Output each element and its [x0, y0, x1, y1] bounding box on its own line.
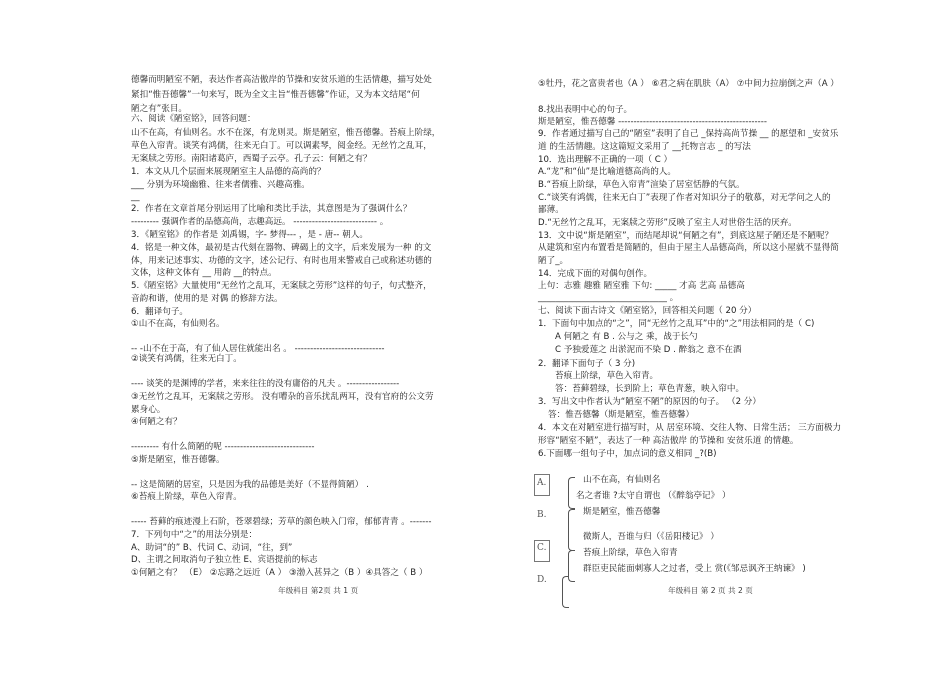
right-text-line: 鄙薄。 [538, 205, 564, 215]
left-text-line: 德馨而明陋室不陋，表达作者高洁傲岸的节操和安贫乐道的生活情趣，描写处处 [131, 75, 432, 85]
left-text-line: 草色入帘青。谈笑有鸿儒，往来无白丁。可以调素琴，阅金经。无丝竹之乱耳， [131, 141, 432, 151]
option-letter-d: D. [537, 575, 547, 585]
right-text-line: 14．完成下面的对偶句创作。 [538, 269, 653, 279]
left-text-line: --------- 强调作者的品德高尚，志趣高远。 --------------------------- 。 [131, 217, 389, 227]
right-text-line: 陋了_。 [538, 256, 569, 266]
left-text-line: 无案牍之劳形。南阳诸葛庐，西蜀子云亭。孔子云：何陋之有？ [131, 154, 372, 164]
left-text-line: 陋之有”张目。 [131, 104, 188, 114]
right-text-line: A.“龙”和“仙”是比喻道德高尚的人。 [538, 167, 676, 177]
left-text-line: 3．《陋室铭》的作者是 刘禹锡，字- 梦得--- ，是 - 唐-- 朝人。 [131, 230, 368, 240]
right-text-line: 2．翻译下面句子（ 3 分) [538, 359, 636, 369]
left-text-line: ----- 苔藓的痕迹漫上石阶，苍翠碧绿；芳草的颜色映入门帘，郁郁青青 。------- [131, 517, 432, 527]
option-box-c [534, 540, 550, 562]
right-text-line: 8.找出表明中心的句子。 [538, 105, 633, 115]
brace-a [568, 477, 575, 509]
left-text-line: -- 这是简陋的居室，只是因为我的品德是美好（不显得简陋） . [131, 480, 369, 490]
right-text-line: 从建筑和室内布置看是简陋的，但由于屋主人品德高尚，所以这小屋就不显得简 [538, 243, 839, 253]
left-footer: 年级科目 第2页 共 1 页 [278, 586, 359, 595]
right-text-line: 3．写出文中作者认为“陋室不陋”的原因的句子。 （2 分） [538, 397, 761, 407]
left-text-line: ⑥苔痕上阶绿，草色入帘青。 [131, 492, 242, 502]
option-letter-c: C. [537, 543, 547, 553]
right-text-line: 群臣吏民能面刺寡人之过者，受上 赏(《邹忌讽齐王纳谏》 ) [583, 564, 806, 574]
right-text-line: ⑤牡丹，花之富贵者也（A ） ⑥君之病在肌肤（A） ⑦中间力拉崩倒之声（A ） [538, 79, 839, 89]
left-text-line: __ [131, 192, 140, 202]
right-text-line: 1．下面句中加点的“之”，同“无丝竹之乱耳”中的“之”用法相同的是（ C) [538, 319, 815, 329]
left-text-line: ④何陋之有？ [131, 417, 182, 427]
right-text-line: 形容“陋室不陋”，表达了一种 高洁傲岸 的节操和 安贫乐道 的情趣。 [538, 436, 799, 446]
left-text-line: A、助词“的” B、代词 C、动词，“往，到” [131, 543, 293, 553]
option-letter-a: A. [537, 478, 547, 488]
right-text-line: 答：苔藓碧绿，长到阶上；草色青葱，映入帘中。 [555, 384, 745, 394]
right-text-line: C 予独爱莲之 出淤泥而不染 D . 醉翁之 意不在酒 [555, 345, 742, 355]
brace-d [562, 576, 569, 608]
left-text-line: 5.《陋室铭》大量使用“无丝竹之乱耳，无案牍之劳形”这样的句子，句式整齐， [131, 281, 432, 291]
right-text-line: 13．文中说“斯是陋室”，而结尾却说“何陋之有”，到底这屋子陋还是不陋呢？ [538, 231, 834, 241]
right-text-line: 山不在高，有仙则名 [583, 475, 661, 485]
right-text-line: 答：惟吾德馨（斯是陋室，惟吾德馨） [548, 410, 695, 420]
left-text-line: 紧扣“惟吾德馨”一句来写，既为全文主旨“惟吾德馨”作证，又为本文结尾“何 [131, 90, 420, 100]
option-letter-b: B. [537, 510, 547, 520]
left-text-line: 体，用来记述事实、功德的文字，述公记行、有时也用来警戒自己或称述功德的 [131, 256, 432, 266]
left-text-line: 2．作者在文章首尾分别运用了比喻和类比手法，其意图是为了强调什么？ [131, 204, 412, 214]
left-text-line: D、主谓之间取消句子独立性 E、宾语提前的标志 [131, 555, 318, 565]
right-text-line: 七、阅读下面古诗文《陋室铭》，回答相关问题（ 20 分） [538, 306, 757, 316]
right-text-line: 微斯人，吾谁与归（《岳阳楼记》 ） [583, 532, 719, 542]
right-text-line: D.“无丝竹之乱耳，无案牍之劳形”反映了室主人对世俗生活的厌弃。 [538, 218, 797, 228]
right-text-line: 苔痕上阶绿，草色入帘青。 [555, 371, 659, 381]
right-text-line: 9．作者通过描写自己的“陋室”表明了自己 _保持高尚节操 __ 的愿望和 _安贫乐 [538, 129, 839, 139]
right-text-line: 道 的生活情趣。这这篇短文采用了 __托物言志 _ 的写法 [538, 142, 751, 152]
left-text-line: 六、阅读《陋室铭》，回答问题： [131, 114, 256, 124]
left-text-line: ③无丝竹之乱耳，无案牍之劳形。 没有嘈杂的音乐扰乱两耳，没有官府的公文劳 [131, 392, 434, 402]
right-text-line: C.“谈笑有鸿儒，往来无白丁”表现了作者对知识分子的敬慕，对无学问之人的 [538, 193, 831, 203]
brace-c [568, 550, 575, 582]
left-text-line: 4．铭是一种文体，最初是古代刻在器物、碑碣上的文字，后来发展为一种 的文 [131, 243, 432, 253]
left-text-line: ①何陋之有？ （E） ②忘路之远近（A ） ③渤入甚异之（B ）④具答之（ B ） [131, 568, 428, 578]
left-text-line: ___ 分别为环境幽雅、往来者儒雅、兴趣高雅。 [131, 180, 310, 190]
right-text-line: 6.下面哪一组句子中，加点词的意义相同 _?(B) [538, 449, 717, 459]
right-text-line: 上句：志雅 趣雅 陋室雅 下句: _____ 才高 艺高 品德高 [538, 281, 745, 291]
left-text-line: 1．本文从几个层面来展现陋室主人品德的高尚的？ [131, 167, 326, 177]
left-text-line: --------- 有什么简陋的呢 ----------------------------- [131, 442, 315, 452]
right-text-line: 4．本文在对陋室进行描写时，从 居室环境、交往人物、日常生活； 三方面极力 [538, 423, 842, 433]
right-footer: 年级科目 第 2 页 共 2 页 [668, 586, 753, 595]
left-text-line: 音韵和谐，使用的是 对偶 的修辞方法。 [131, 294, 283, 304]
left-text-line: 7．下列句中“之”的用法分别是： [131, 530, 258, 540]
left-text-line: 文体，这种文体有 __ 用韵 __的特点。 [131, 268, 277, 278]
option-box-a [534, 474, 550, 496]
right-text-line: A 何陋之 有 B . 公与之 乘，战于长勺 [555, 332, 698, 342]
left-text-line: ①山不在高，有仙则名。 [131, 319, 225, 329]
left-text-line: ⑤斯是陋室，惟吾德馨。 [131, 455, 225, 465]
right-text-line: 名之者谁 ?太守自谓也 （《醉翁亭记》 ） [576, 491, 731, 501]
brace-b [568, 509, 575, 551]
right-text-line: ______________________________ 。 [538, 293, 679, 303]
left-text-line: 山不在高，有仙则名。水不在深，有龙则灵。斯是陋室，惟吾德馨。苔痕上阶绿， [131, 128, 441, 138]
right-text-line: B.“苔痕上阶绿，草色入帘青”渲染了居室恬静的气氛。 [538, 180, 745, 190]
right-text-line: 斯是陋室，惟吾德馨 [583, 507, 661, 517]
right-text-line: 苔痕上阶绿，草色入帘青 [583, 548, 678, 558]
left-text-line: 累身心。 [131, 405, 166, 415]
right-text-line: 斯是陋室，惟吾德馨 ------------------------------------------------ [538, 117, 767, 127]
left-text-line: -- -山不在于高，有了仙人居住就能出名 。 ----------------------------- [131, 344, 385, 354]
left-text-line: ②谈笑有鸿儒，往来无白丁。 [131, 354, 242, 364]
left-text-line: 6．翻译句子。 [131, 307, 189, 317]
right-text-line: 10．选出理解不正确的一项（ C ） [538, 155, 673, 165]
left-text-line: ---- 谈笑的是渊博的学者，来来往往的没有庸俗的凡夫 。----------------- [131, 379, 400, 389]
